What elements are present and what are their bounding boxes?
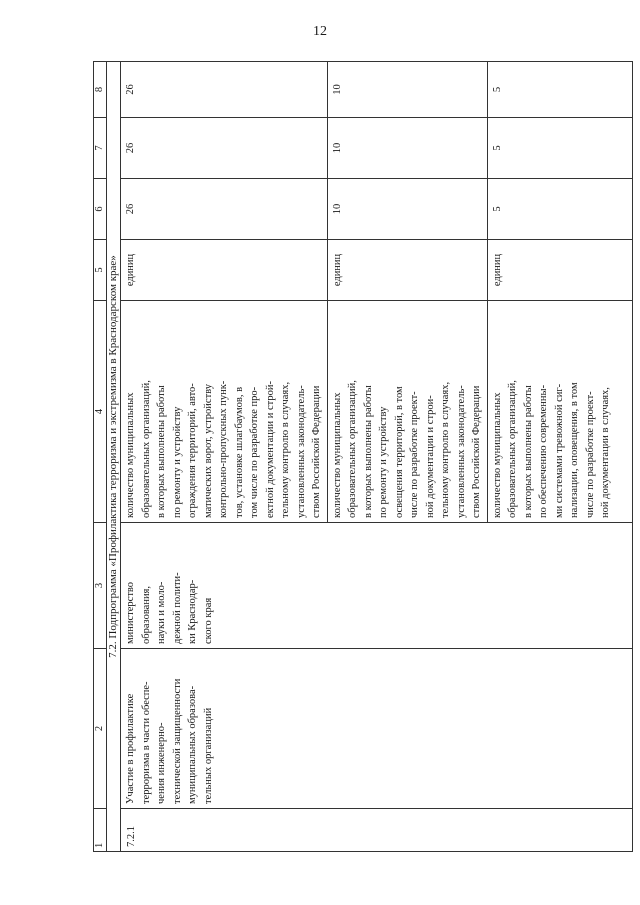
indicator-unit: единиц [121,240,328,301]
item-executor-line: образования, [140,585,152,644]
item-executor [121,523,633,649]
indicator-col8: 26 [121,62,328,118]
indicator-text-line: тов, установке шлагбаумов, в [233,386,245,518]
indicator-text-line: нализации, оповещения, в том [569,382,580,518]
indicator-text-line: образовательных организаций, [140,380,152,518]
item-description-line: муниципальных образова- [187,685,198,804]
item-code: 7.2.1 [121,809,633,852]
indicator-text-line: ограждения территорий, авто- [187,383,198,518]
indicator-text-line: тельному контролю в случаях, [280,381,291,518]
column-number-row [94,62,107,852]
column-number-6: 6 [94,179,107,240]
item-executor-line: министерство [125,581,136,644]
item-description-line: тельных организаций [202,707,214,804]
indicator-text-line: установленных законодатель- [455,385,467,518]
indicator-text-line: ной документации и строи- [424,395,436,518]
indicator-text-line: ми системами тревожной сиг- [553,383,565,518]
indicator-col7: 10 [327,118,487,179]
indicator-text-line: ством Российской Федерации [471,385,482,518]
item-description-line: технической защищенности [171,678,183,804]
indicator-unit: единиц [487,240,632,301]
item-executor-line: науки и моло- [156,581,167,644]
indicator-text-line: по обеспечению современны- [538,384,549,518]
indicator-col7: 5 [487,118,632,179]
indicator-text-line: по ремонту и устройству [171,406,183,518]
column-number-1: 1 [94,809,107,852]
table-row [121,62,328,852]
subprogram-row [107,62,121,852]
indicator-text-line: количество муниципальных [125,392,136,518]
indicator-text-line: контрольно-пропускных пунк- [218,380,229,518]
indicator-col6: 26 [121,179,328,240]
indicator-col7: 26 [121,118,328,179]
indicator-text [487,301,632,523]
indicator-text-line: количество муниципальных [331,392,343,518]
indicator-text-line: установленных законодатель- [295,385,307,518]
page-number: 12 [313,24,327,39]
indicator-text-line: числе по разработке проект- [409,391,420,518]
indicator-text-line: образовательных организаций, [347,380,358,518]
program-table [93,61,633,852]
indicator-text-line: том числе по разработке про- [249,386,260,518]
column-number-2: 2 [94,649,107,809]
indicator-text-line: образовательных организаций, [507,380,518,518]
item-executor-line: ского края [202,597,214,644]
indicator-text [327,301,487,523]
indicator-text-line: ством Российской Федерации [311,385,322,518]
indicator-text-line: ектной документации и строй- [264,380,276,518]
indicator-text-line: в которых выполнены работы [156,385,167,518]
indicator-col6: 10 [327,179,487,240]
indicator-text-line: ной документации в случаях, [600,387,611,518]
indicator-unit: единиц [327,240,487,301]
item-description [121,649,633,809]
item-description-line: терроризма в части обеспе- [140,681,152,804]
column-number-8: 8 [94,62,107,118]
indicator-text-line: количество муниципальных [491,392,503,518]
indicator-text [121,301,328,523]
table-landscape-wrapper [93,62,611,852]
indicator-text-line: освещения территорий, в том [393,386,405,518]
indicator-col8: 10 [327,62,487,118]
subprogram-title: 7.2. Подпрограмма «Профилактика терроризма и экстремизма в Краснодарском крае» [107,62,121,852]
indicator-text-line: тельному контролю в случаях, [440,381,451,518]
indicator-text-line: матических ворот, устройству [202,383,214,518]
indicator-text-line: числе по разработке проект- [584,391,596,518]
indicator-text-line: в которых выполнены работы [522,385,534,518]
column-number-3: 3 [94,523,107,649]
column-number-5: 5 [94,240,107,301]
indicator-col6: 5 [487,179,632,240]
indicator-text-line: в которых выполнены работы [362,385,374,518]
item-executor-line: ки Краснодар- [187,579,198,644]
item-description-line: чения инженерно- [156,722,167,804]
item-executor-line: дежной полити- [171,572,183,644]
indicator-text-line: по ремонту и устройству [378,406,389,518]
indicator-col8: 5 [487,62,632,118]
column-number-4: 4 [94,301,107,523]
column-number-7: 7 [94,118,107,179]
item-description-line: Участие в профилактике [125,693,136,804]
